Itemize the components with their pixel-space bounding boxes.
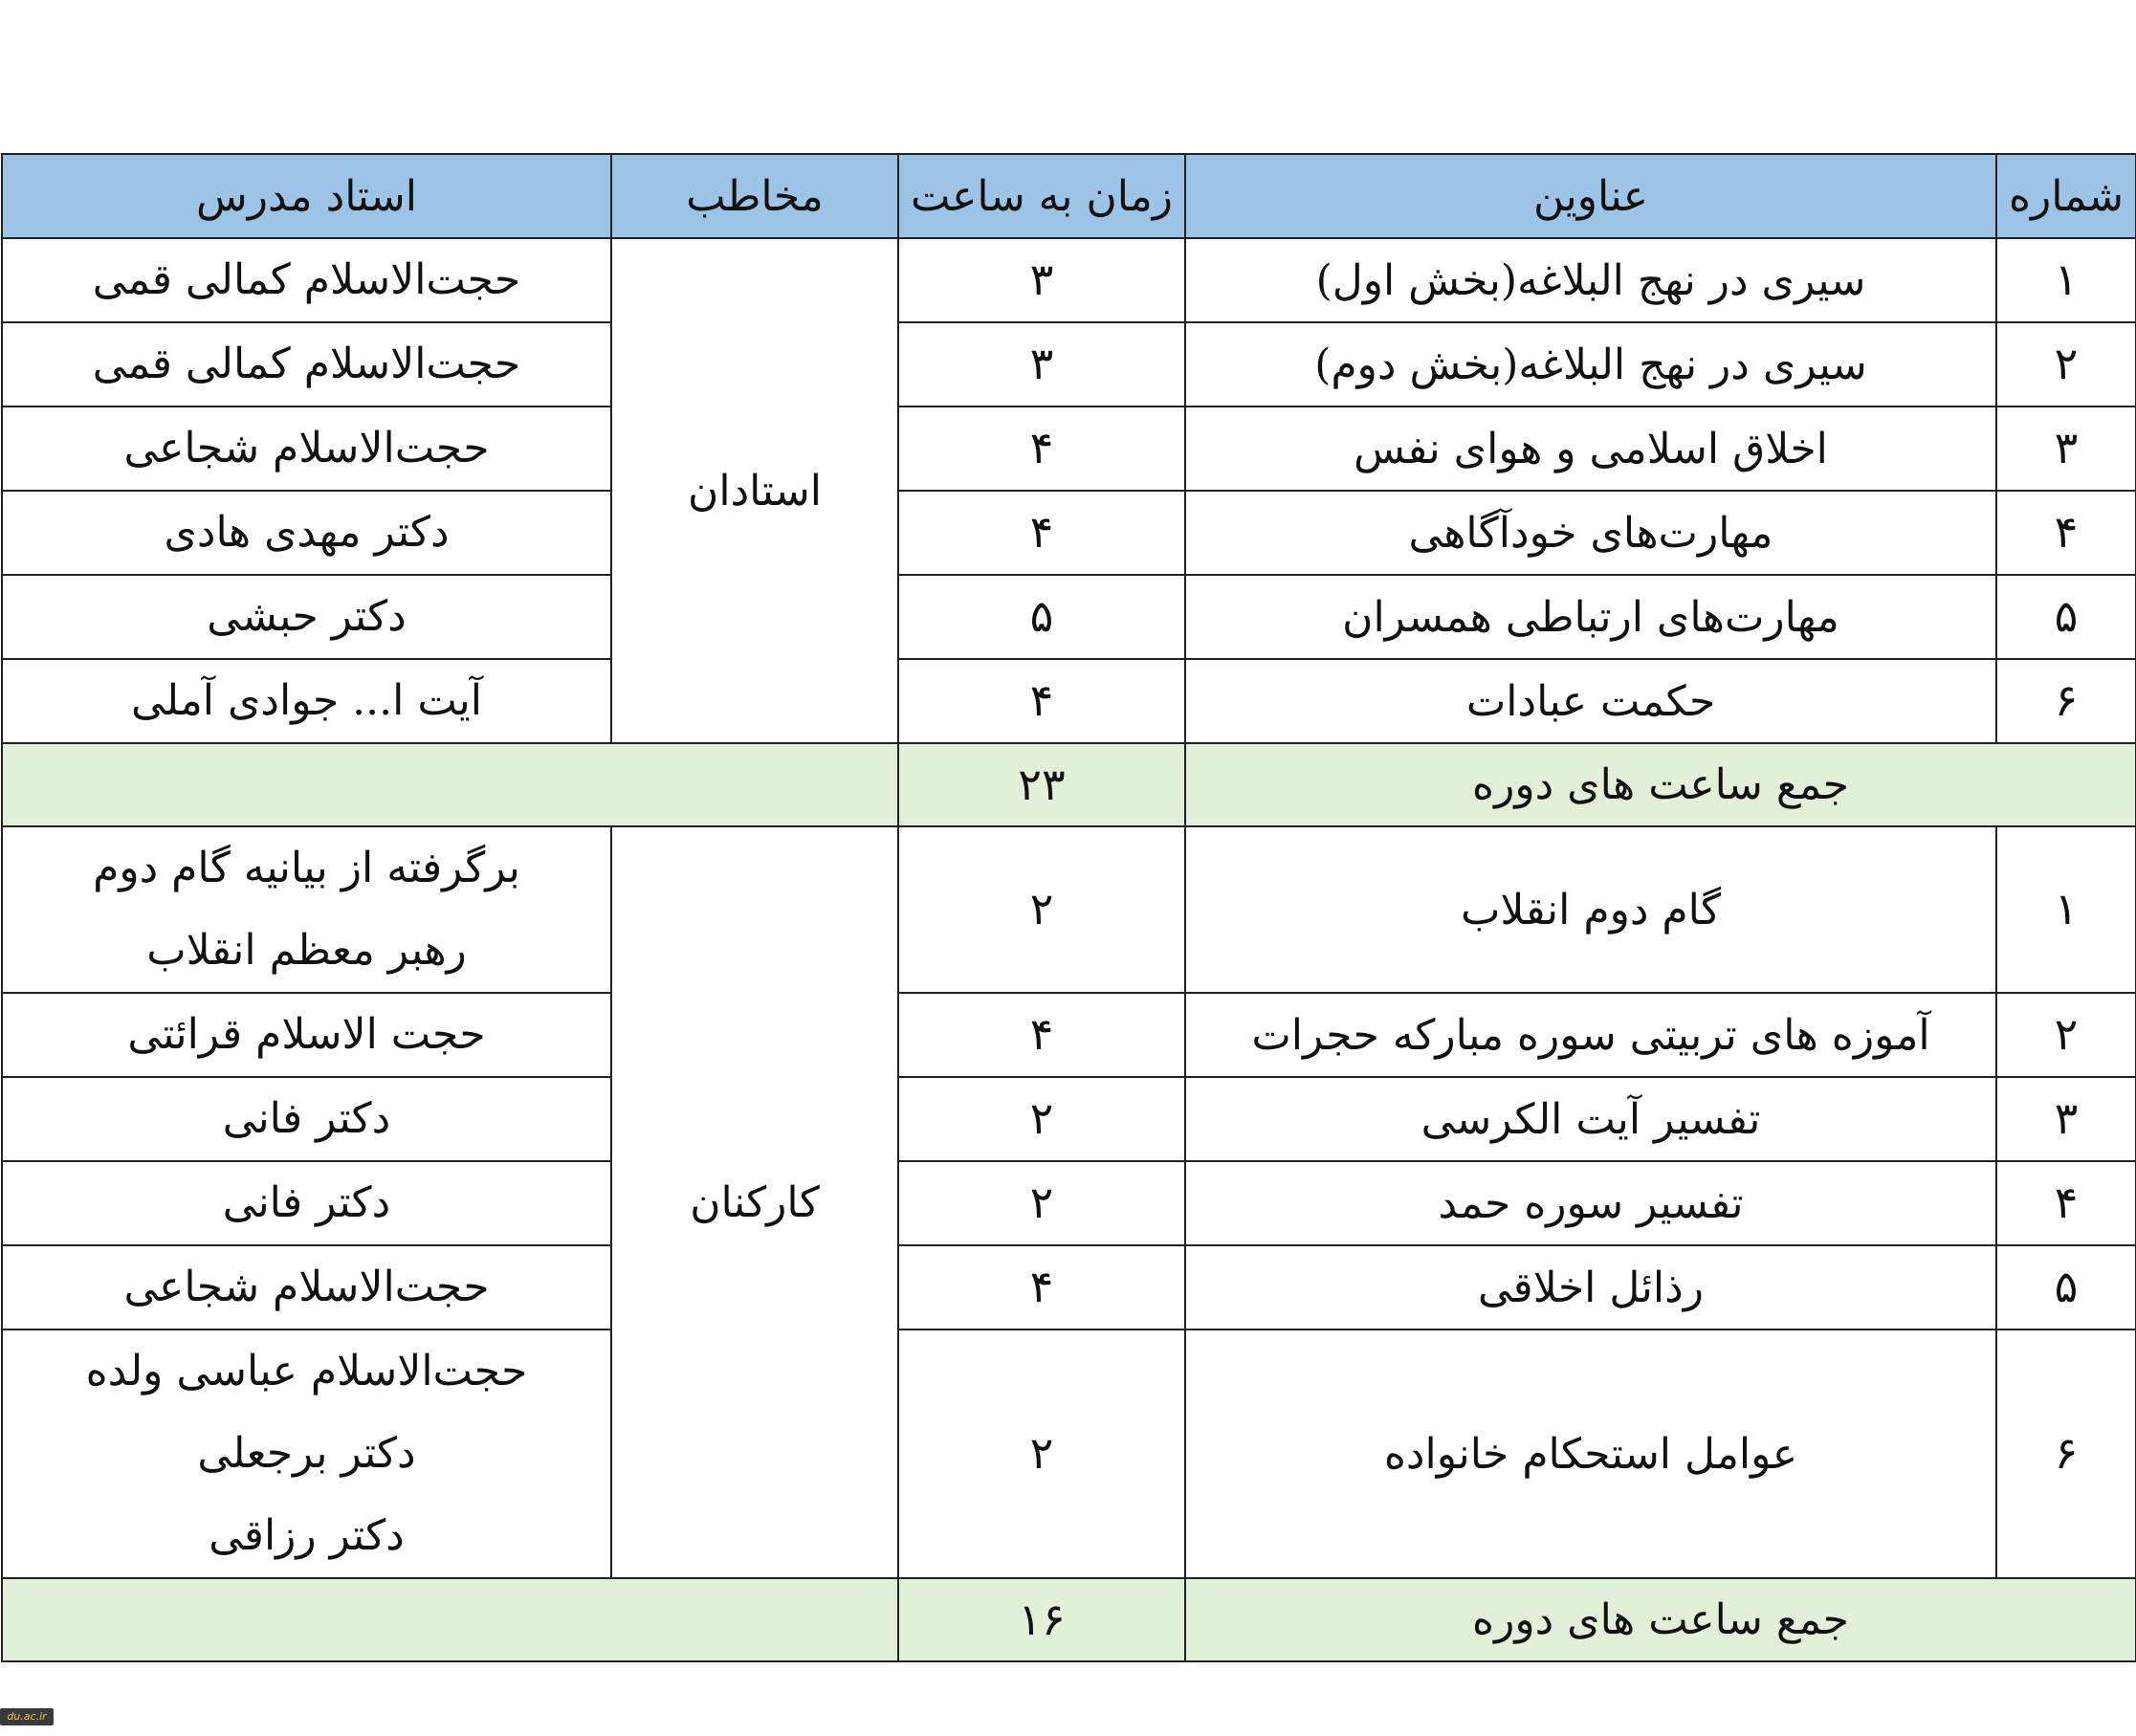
header-audience: مخاطب: [611, 154, 898, 238]
course-hours: ۲: [898, 1329, 1185, 1578]
table-row: [2, 575, 2136, 659]
instructor-name: دکتر فانی: [222, 1178, 391, 1227]
row-number: ۲: [1996, 993, 2136, 1077]
instructor-cell: [2, 575, 611, 659]
table-row: [2, 238, 2136, 322]
table-row: [2, 826, 2136, 993]
instructor-cell: [2, 407, 611, 491]
course-title: عوامل استحکام خانواده: [1185, 1329, 1996, 1578]
table-body: [2, 238, 2136, 1661]
row-number: ۴: [1996, 491, 2136, 575]
total-empty-cell: [2, 1578, 898, 1661]
table-row: [2, 1161, 2136, 1245]
header-title: عناوین: [1185, 154, 1996, 238]
course-title: آموزه های تربیتی سوره مبارکه حجرات: [1185, 993, 1996, 1077]
total-label: جمع ساعت های دوره: [1185, 1578, 2136, 1661]
table-row: [2, 993, 2136, 1077]
table-row: [2, 407, 2136, 491]
instructor-cell: [2, 1329, 611, 1578]
audience-cell: استادان: [611, 238, 898, 743]
course-title: اخلاق اسلامی و هوای نفس: [1185, 407, 1996, 491]
instructor-cell: [2, 1161, 611, 1245]
header-hours: زمان به ساعت: [898, 154, 1185, 238]
course-hours: ۲: [898, 826, 1185, 993]
instructor-name: حجت الاسلام قرائتی: [127, 1010, 486, 1059]
row-number: ۲: [1996, 322, 2136, 407]
course-title: تفسیر سوره حمد: [1185, 1161, 1996, 1245]
course-title: تفسیر آیت الکرسی: [1185, 1077, 1996, 1161]
table-header: [2, 154, 2136, 238]
instructor-name: حجت‌الاسلام شجاعی: [123, 1263, 490, 1311]
instructor-cell: [2, 993, 611, 1077]
instructor-cell: [2, 322, 611, 407]
course-hours: ۴: [898, 491, 1185, 575]
course-hours: ۲: [898, 1077, 1185, 1161]
row-number: ۶: [1996, 1329, 2136, 1578]
course-title: سیری در نهج البلاغه(بخش دوم): [1185, 322, 1996, 407]
audience-cell: کارکنان: [611, 826, 898, 1578]
course-schedule-table: [1, 153, 2136, 1662]
site-logo: du.ac.ir: [0, 1708, 54, 1725]
instructor-cell: [2, 1245, 611, 1329]
header-number: شماره: [1996, 154, 2136, 238]
course-title: گام دوم انقلاب: [1185, 826, 1996, 993]
table-row: [2, 322, 2136, 407]
row-number: ۴: [1996, 1161, 2136, 1245]
instructor-name: دکتر رزاقی: [209, 1511, 405, 1560]
total-hours: ۲۳: [898, 743, 1185, 826]
row-number: ۵: [1996, 1245, 2136, 1329]
total-hours: ۱۶: [898, 1578, 1185, 1661]
instructor-cell: [2, 659, 611, 743]
instructor-name: آیت ا... جوادی آملی: [130, 676, 483, 725]
row-number: ۳: [1996, 1077, 2136, 1161]
instructor-cell: [2, 826, 611, 993]
instructor-name: دکتر مهدی هادی: [164, 508, 450, 557]
course-title: مهارت‌های ارتباطی همسران: [1185, 575, 1996, 659]
row-number: ۶: [1996, 659, 2136, 743]
course-hours: ۵: [898, 575, 1185, 659]
instructor-name: رهبر معظم انقلاب: [146, 926, 467, 975]
row-number: ۳: [1996, 407, 2136, 491]
course-hours: ۲: [898, 1161, 1185, 1245]
table-row: [2, 1329, 2136, 1578]
course-hours: ۳: [898, 238, 1185, 322]
instructor-name: حجت‌الاسلام کمالی قمی: [92, 255, 521, 304]
instructor-cell: [2, 1077, 611, 1161]
course-hours: ۳: [898, 322, 1185, 407]
course-hours: ۴: [898, 993, 1185, 1077]
table-row: [2, 659, 2136, 743]
instructor-name: دکتر برجعلی: [197, 1429, 416, 1478]
instructor-cell: [2, 491, 611, 575]
course-hours: ۴: [898, 407, 1185, 491]
instructor-cell: [2, 238, 611, 322]
instructor-name: حجت‌الاسلام عباسی ولده: [85, 1347, 528, 1395]
course-title: رذائل اخلاقی: [1185, 1245, 1996, 1329]
row-number: ۵: [1996, 575, 2136, 659]
row-number: ۱: [1996, 826, 2136, 993]
row-number: ۱: [1996, 238, 2136, 322]
total-row: [2, 1578, 2136, 1661]
instructor-name: دکتر حبشی: [207, 592, 407, 641]
instructor-name: دکتر فانی: [222, 1094, 391, 1143]
course-hours: ۴: [898, 1245, 1185, 1329]
total-label: جمع ساعت های دوره: [1185, 743, 2136, 826]
instructor-name: حجت‌الاسلام کمالی قمی: [92, 340, 521, 388]
instructor-name: برگرفته از بیانیه گام دوم: [93, 844, 520, 892]
total-empty-cell: [2, 743, 898, 826]
course-title: حکمت عبادات: [1185, 659, 1996, 743]
table-row: [2, 1077, 2136, 1161]
course-title: مهارت‌های خودآگاهی: [1185, 491, 1996, 575]
course-hours: ۴: [898, 659, 1185, 743]
table-row: [2, 491, 2136, 575]
header-row: [2, 154, 2136, 238]
instructor-name: حجت‌الاسلام شجاعی: [123, 424, 490, 472]
header-instructor: استاد مدرس: [2, 154, 611, 238]
course-title: سیری در نهج البلاغه(بخش اول): [1185, 238, 1996, 322]
table-row: [2, 1245, 2136, 1329]
total-row: [2, 743, 2136, 826]
